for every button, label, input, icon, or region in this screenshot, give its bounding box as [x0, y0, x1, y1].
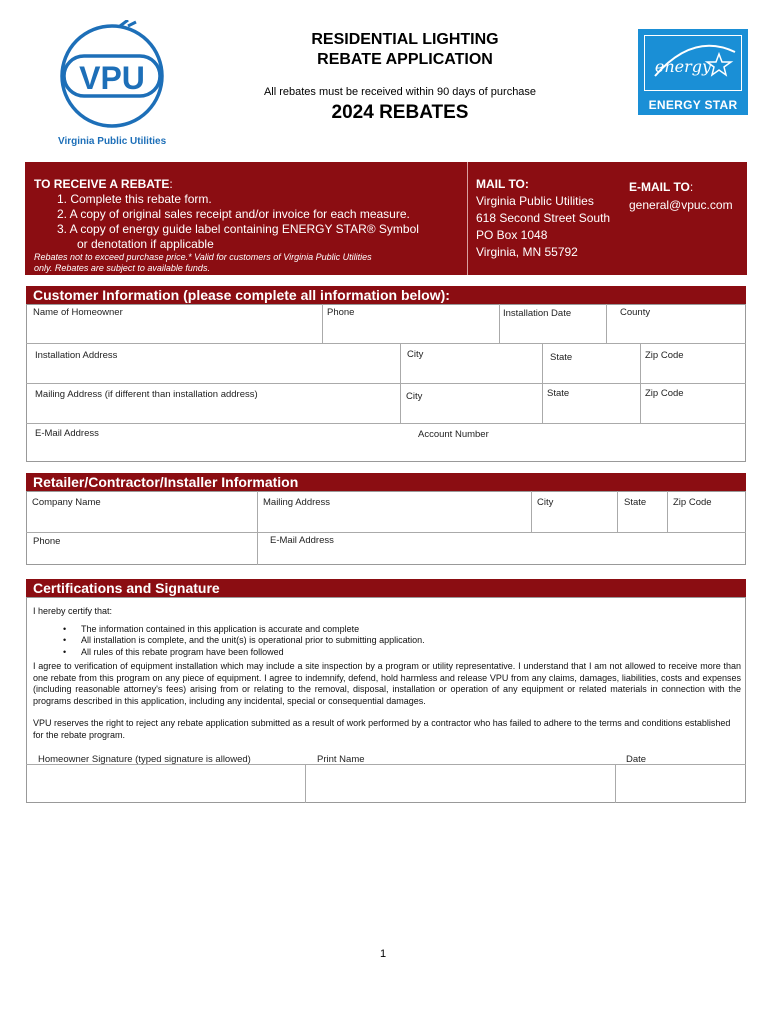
banner-note-line2: only. Rebates are subject to available funds. — [34, 263, 210, 273]
energy-star-swoosh-icon — [645, 36, 741, 89]
retailer-email-field[interactable]: E-Mail Address — [270, 535, 334, 546]
page-title-line1: RESIDENTIAL LIGHTING — [311, 31, 499, 48]
certify-bullet: • All installation is complete, and the unit(s) is operational prior to submitting application. — [63, 635, 741, 647]
energy-star-logo — [638, 29, 748, 115]
step-3: 3. A copy of energy guide label containing ENERGY STAR® Symbol — [57, 222, 419, 236]
homeowner-name-field[interactable]: Name of Homeowner — [33, 307, 123, 318]
step-3-continued: or denotation if applicable — [77, 237, 214, 251]
vpu-logo-icon — [58, 20, 170, 150]
mailing-address-field[interactable]: Mailing Address (if different than installation address) — [35, 389, 258, 400]
certify-bullet: • All rules of this rebate program have been followed — [63, 647, 741, 659]
mail-line: Virginia, MN 55792 — [476, 245, 578, 259]
energy-star-label: ENERGY STAR — [648, 98, 738, 112]
banner-note-line1: Rebates not to exceed purchase price.* Valid for customers of Virginia Public Utilities — [34, 252, 372, 262]
county-field[interactable]: County — [620, 307, 651, 318]
banner-divider — [467, 162, 468, 275]
energy-star-script: energy — [654, 57, 712, 76]
email-to-heading — [629, 180, 693, 194]
energy-star-frame — [644, 35, 742, 91]
step-1: 1. Complete this rebate form. — [57, 192, 212, 206]
company-name-field[interactable]: Company Name — [32, 497, 101, 508]
mailing-state-field[interactable]: State — [547, 388, 570, 399]
row-divider — [26, 343, 746, 344]
retailer-phone-field[interactable]: Phone — [33, 536, 61, 547]
page-number: 1 — [380, 948, 387, 960]
col-divider — [499, 304, 500, 343]
email-to-text: E-MAIL TO — [629, 180, 690, 194]
certify-intro: I hereby certify that: — [33, 606, 113, 616]
receive-colon: : — [169, 177, 173, 191]
installation-city-field[interactable]: City — [407, 349, 424, 360]
customer-info-heading: Customer Information (please complete all information below): — [26, 286, 746, 304]
installation-state-field[interactable]: State — [550, 352, 573, 363]
installation-zip-field[interactable]: Zip Code — [645, 350, 684, 361]
row-divider — [26, 423, 746, 424]
email-address-link[interactable]: general@vpuc.com — [629, 198, 733, 212]
signature-field[interactable]: Homeowner Signature (typed signature is allowed) — [38, 754, 251, 765]
certification-body — [33, 606, 741, 741]
logo-text: VPU — [79, 60, 145, 96]
col-divider — [606, 304, 607, 343]
col-divider — [531, 491, 532, 532]
installation-address-field[interactable]: Installation Address — [35, 350, 118, 361]
indemnity-paragraph: I agree to verification of equipment installation which may include a site inspection by a program or utility representative. I understand that I am not allowed to receive more than one rebate from this program on any piece of equipment. I agree to indemnify, defend, hold harmless and release VPU from any claims, damages, liabilities, costs and expenses (including reasonable attorney's fees) arising from or relating to the removal, disposal, installation or operation of any equipment or related materials in connection with the programs described in this application, including any incidental, special or consequential damages. — [33, 661, 741, 706]
contractor-paragraph: VPU reserves the right to reject any rebate application submitted as a result of work performed by a contractor who has failed to adhere to the terms and conditions established for the rebate program. — [33, 718, 731, 740]
retailer-state-field[interactable]: State — [624, 497, 647, 508]
step-2: 2. A copy of original sales receipt and/or invoice for each measure. — [57, 207, 410, 221]
col-divider — [322, 304, 323, 343]
mail-address — [476, 193, 610, 261]
page-title-line2: REBATE APPLICATION — [317, 51, 493, 68]
receive-heading — [34, 177, 173, 191]
installation-date-field[interactable]: Installation Date — [503, 308, 572, 319]
col-divider — [640, 343, 641, 423]
mail-line: 618 Second Street South — [476, 211, 611, 225]
page-subtitle: All rebates must be received within 90 days of purchase — [263, 86, 537, 98]
mail-line: PO Box 1048 — [476, 228, 548, 242]
col-divider — [617, 491, 618, 532]
certify-bullets — [63, 624, 741, 659]
mailing-city-field[interactable]: City — [406, 391, 423, 402]
col-divider — [615, 764, 616, 803]
col-divider — [667, 491, 668, 532]
signature-date-field[interactable]: Date — [626, 754, 647, 765]
mail-line: Virginia Public Utilities — [476, 194, 594, 208]
col-divider — [305, 764, 306, 803]
retailer-info-heading: Retailer/Contractor/Installer Information — [26, 473, 746, 491]
account-number-field[interactable]: Account Number — [418, 429, 489, 440]
retailer-mailing-address-field[interactable]: Mailing Address — [263, 497, 331, 508]
rebate-instructions-banner — [25, 162, 747, 275]
col-divider — [542, 343, 543, 423]
retailer-city-field[interactable]: City — [537, 497, 554, 508]
certify-bullet: • The information contained in this application is accurate and complete — [63, 624, 741, 636]
col-divider — [400, 343, 401, 423]
vpu-logo — [58, 20, 170, 150]
retailer-zip-field[interactable]: Zip Code — [673, 497, 712, 508]
row-divider — [26, 383, 746, 384]
year-heading: 2024 REBATES — [331, 102, 469, 123]
receive-heading-text: TO RECEIVE A REBATE — [34, 177, 170, 191]
mail-to-heading: MAIL TO: — [476, 177, 529, 191]
mailing-zip-field[interactable]: Zip Code — [645, 388, 684, 399]
print-name-field[interactable]: Print Name — [317, 754, 365, 765]
certification-heading: Certifications and Signature — [26, 579, 746, 597]
phone-field[interactable]: Phone — [327, 307, 355, 318]
email-colon: : — [689, 180, 694, 194]
email-field[interactable]: E-Mail Address — [35, 428, 99, 439]
col-divider — [257, 491, 258, 565]
row-divider — [26, 532, 746, 533]
logo-caption: Virginia Public Utilities — [58, 136, 167, 147]
